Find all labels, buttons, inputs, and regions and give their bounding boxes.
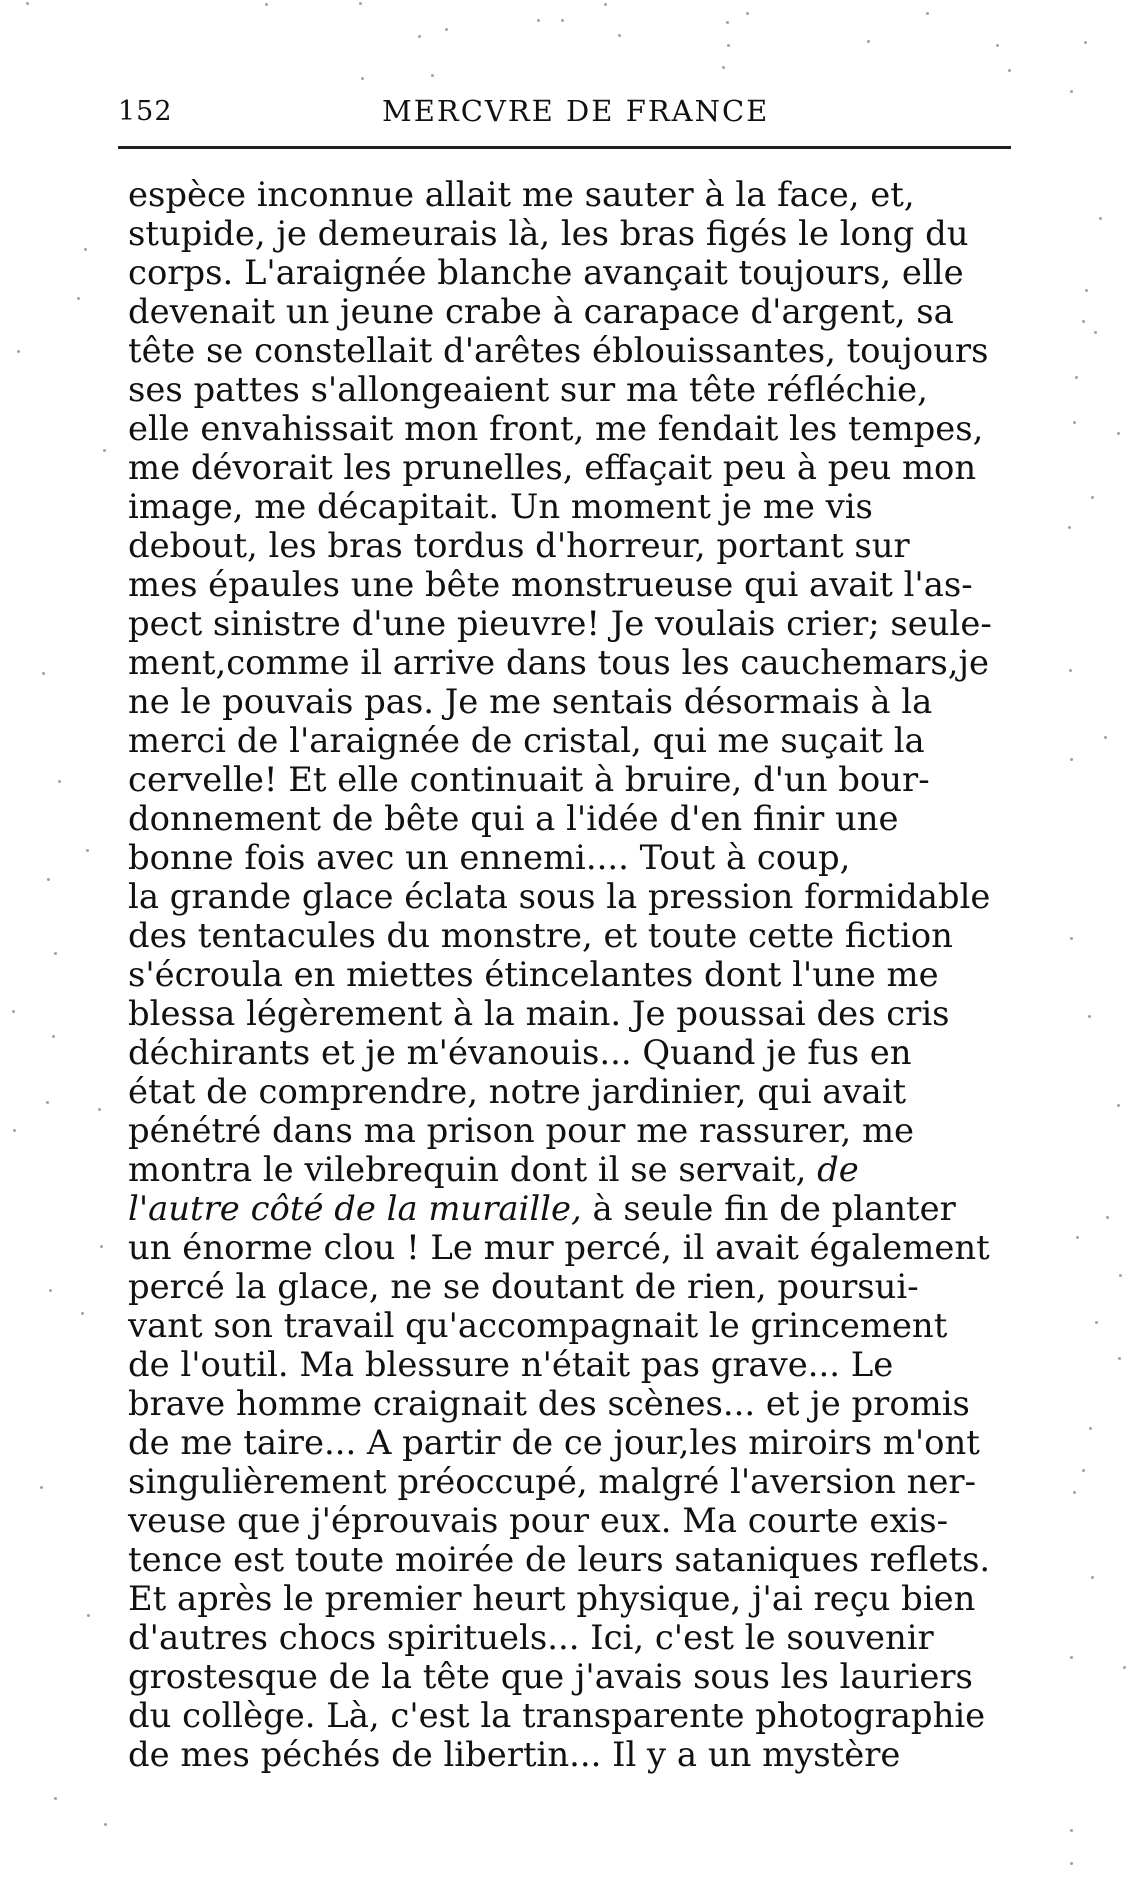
speckle	[604, 3, 607, 6]
text-line: bonne fois avec un ennemi.... Tout à coup,	[128, 838, 851, 878]
text-line: ses pattes s'allongeaient sur ma tête réfléchie,	[128, 370, 928, 410]
speckle	[1123, 1666, 1126, 1669]
speckle	[1070, 1862, 1073, 1865]
speckle	[265, 3, 268, 6]
speckle	[1094, 331, 1097, 334]
text-line: mes épaules une bête monstrueuse qui avait l'as-	[128, 565, 973, 605]
page-number: 152	[118, 96, 173, 127]
speckle	[1119, 1274, 1122, 1277]
text-line: veuse que j'éprouvais pour eux. Ma courte exis-	[128, 1501, 949, 1541]
text-line: grostesque de la tête que j'avais sous les lauriers	[128, 1657, 973, 1697]
speckle	[1075, 376, 1078, 379]
speckle	[926, 12, 929, 15]
page-header	[118, 92, 1008, 136]
text-line: percé la glace, ne se doutant de rien, poursui-	[128, 1267, 919, 1307]
text-line: stupide, je demeurais là, les bras figés le long du	[128, 214, 969, 254]
speckle	[1117, 432, 1120, 435]
text-line: brave homme craignait des scènes... et je promis	[128, 1384, 970, 1424]
text-line: vant son travail qu'accompagnait le grincement	[128, 1306, 948, 1346]
speckle	[431, 74, 434, 77]
speckle	[618, 34, 621, 37]
speckle	[103, 449, 106, 452]
speckle	[1084, 41, 1087, 44]
text-line: cervelle! Et elle continuait à bruire, d'un bour-	[128, 760, 930, 800]
speckle	[42, 672, 45, 675]
body-text	[128, 176, 1058, 1775]
speckle	[1082, 320, 1085, 323]
speckle	[86, 849, 89, 852]
text-line: déchirants et je m'évanouis... Quand je fus en	[128, 1033, 912, 1073]
speckle	[1070, 937, 1073, 940]
speckle	[81, 1312, 84, 1315]
speckle	[1088, 1015, 1091, 1018]
speckle	[1085, 289, 1088, 292]
text-segment: à seule fin de planter	[592, 1189, 956, 1229]
speckle	[1104, 736, 1107, 739]
text-line: ment,comme il arrive dans tous les cauchemars,je	[128, 643, 989, 683]
text-line: la grande glace éclata sous la pression formidable	[128, 877, 991, 917]
speckle	[361, 77, 364, 80]
speckle	[1106, 1216, 1109, 1219]
speckle	[1118, 1357, 1121, 1360]
text-segment: montra le vilebrequin dont il se servait,	[128, 1150, 818, 1190]
text-line: des tentacules du monstre, et toute cette fiction	[128, 916, 953, 956]
text-line: de me taire... A partir de ce jour,les miroirs m'ont	[128, 1423, 980, 1463]
text-line: d'autres chocs spirituels... Ici, c'est le souvenir	[128, 1618, 934, 1658]
speckle	[1070, 1829, 1073, 1832]
speckle	[47, 878, 50, 881]
running-title: MERCVRE DE FRANCE	[382, 94, 770, 128]
speckle	[418, 35, 421, 38]
text-line: de mes péchés de libertin... Il y a un mystère	[128, 1735, 901, 1775]
speckle	[1068, 526, 1071, 529]
speckle	[1082, 1469, 1085, 1472]
speckle	[49, 1289, 52, 1292]
text-line: état de comprendre, notre jardinier, qui avait	[128, 1072, 907, 1112]
text-line: tête se constellait d'arêtes éblouissantes, toujours	[128, 331, 989, 371]
text-line: donnement de bête qui a l'idée d'en finir une	[128, 799, 899, 839]
speckle	[98, 1108, 101, 1111]
speckle	[1008, 69, 1011, 72]
text-line: s'écroula en miettes étincelantes dont l'une me	[128, 955, 939, 995]
text-line: du collège. Là, c'est la transparente photographie	[128, 1696, 986, 1736]
text-line: image, me décapitait. Un moment je me vis	[128, 487, 873, 527]
text-line: devenait un jeune crabe à carapace d'argent, sa	[128, 292, 954, 332]
speckle	[52, 1035, 55, 1038]
speckle	[1073, 421, 1076, 424]
speckle	[84, 248, 87, 251]
text-line: Et après le premier heurt physique, j'ai reçu bien	[128, 1579, 976, 1619]
text-line: singulièrement préoccupé, malgré l'aversion ner-	[128, 1462, 977, 1502]
speckle	[100, 1245, 103, 1248]
speckle	[726, 21, 729, 24]
text-line: ne le pouvais pas. Je me sentais désormais à la	[128, 682, 933, 722]
text-line-with-italic	[128, 1190, 1053, 1229]
text-line: blessa légèrement à la main. Je poussai des cris	[128, 994, 950, 1034]
speckle	[58, 780, 61, 783]
speckle	[40, 1486, 43, 1489]
text-line: pect sinistre d'une pieuvre! Je voulais crier; seule-	[128, 604, 992, 644]
header-rule	[118, 146, 1011, 149]
speckle	[746, 12, 749, 15]
speckle	[46, 1101, 49, 1104]
speckle	[13, 1129, 16, 1132]
speckle	[867, 40, 870, 43]
speckle	[12, 1010, 15, 1013]
speckle	[1089, 1427, 1092, 1430]
speckle	[537, 19, 540, 22]
text-line: debout, les bras tordus d'horreur, portant sur	[128, 526, 910, 566]
text-line: un énorme clou ! Le mur percé, il avait également	[128, 1228, 990, 1268]
text-line: tence est toute moirée de leurs sataniques reflets.	[128, 1540, 991, 1580]
speckle	[87, 1614, 90, 1617]
speckle	[1070, 90, 1073, 93]
speckle	[359, 2, 362, 5]
speckle	[1091, 496, 1094, 499]
speckle	[26, 2, 29, 5]
speckle	[17, 350, 20, 353]
speckle	[104, 1823, 107, 1826]
speckle	[445, 28, 448, 31]
text-line-with-italic-start	[128, 1151, 1053, 1190]
speckle	[727, 44, 730, 47]
text-line: me dévorait les prunelles, effaçait peu à peu mon	[128, 448, 977, 488]
speckle	[1070, 1656, 1073, 1659]
speckle	[722, 66, 725, 69]
speckle	[1069, 669, 1072, 672]
speckle	[77, 297, 80, 300]
speckle	[1073, 1491, 1076, 1494]
text-line: pénétré dans ma prison pour me rassurer, me	[128, 1111, 915, 1151]
text-line: merci de l'araignée de cristal, qui me suçait la	[128, 721, 925, 761]
speckle	[54, 952, 57, 955]
speckle	[996, 44, 999, 47]
speckle	[1095, 1321, 1098, 1324]
text-line: de l'outil. Ma blessure n'était pas grave... Le	[128, 1345, 894, 1385]
speckle	[561, 19, 564, 22]
text-line: elle envahissait mon front, me fendait les tempes,	[128, 409, 984, 449]
speckle	[1091, 1576, 1094, 1579]
italic-segment: de	[817, 1150, 859, 1190]
text-line: espèce inconnue allait me sauter à la face, et,	[128, 175, 915, 215]
speckle	[1070, 758, 1073, 761]
text-line: corps. L'araignée blanche avançait toujours, elle	[128, 253, 964, 293]
italic-segment: l'autre côté de la muraille,	[128, 1189, 582, 1229]
speckle	[1076, 1236, 1079, 1239]
speckle	[54, 1797, 57, 1800]
speckle	[1117, 1104, 1120, 1107]
speckle	[1099, 217, 1102, 220]
